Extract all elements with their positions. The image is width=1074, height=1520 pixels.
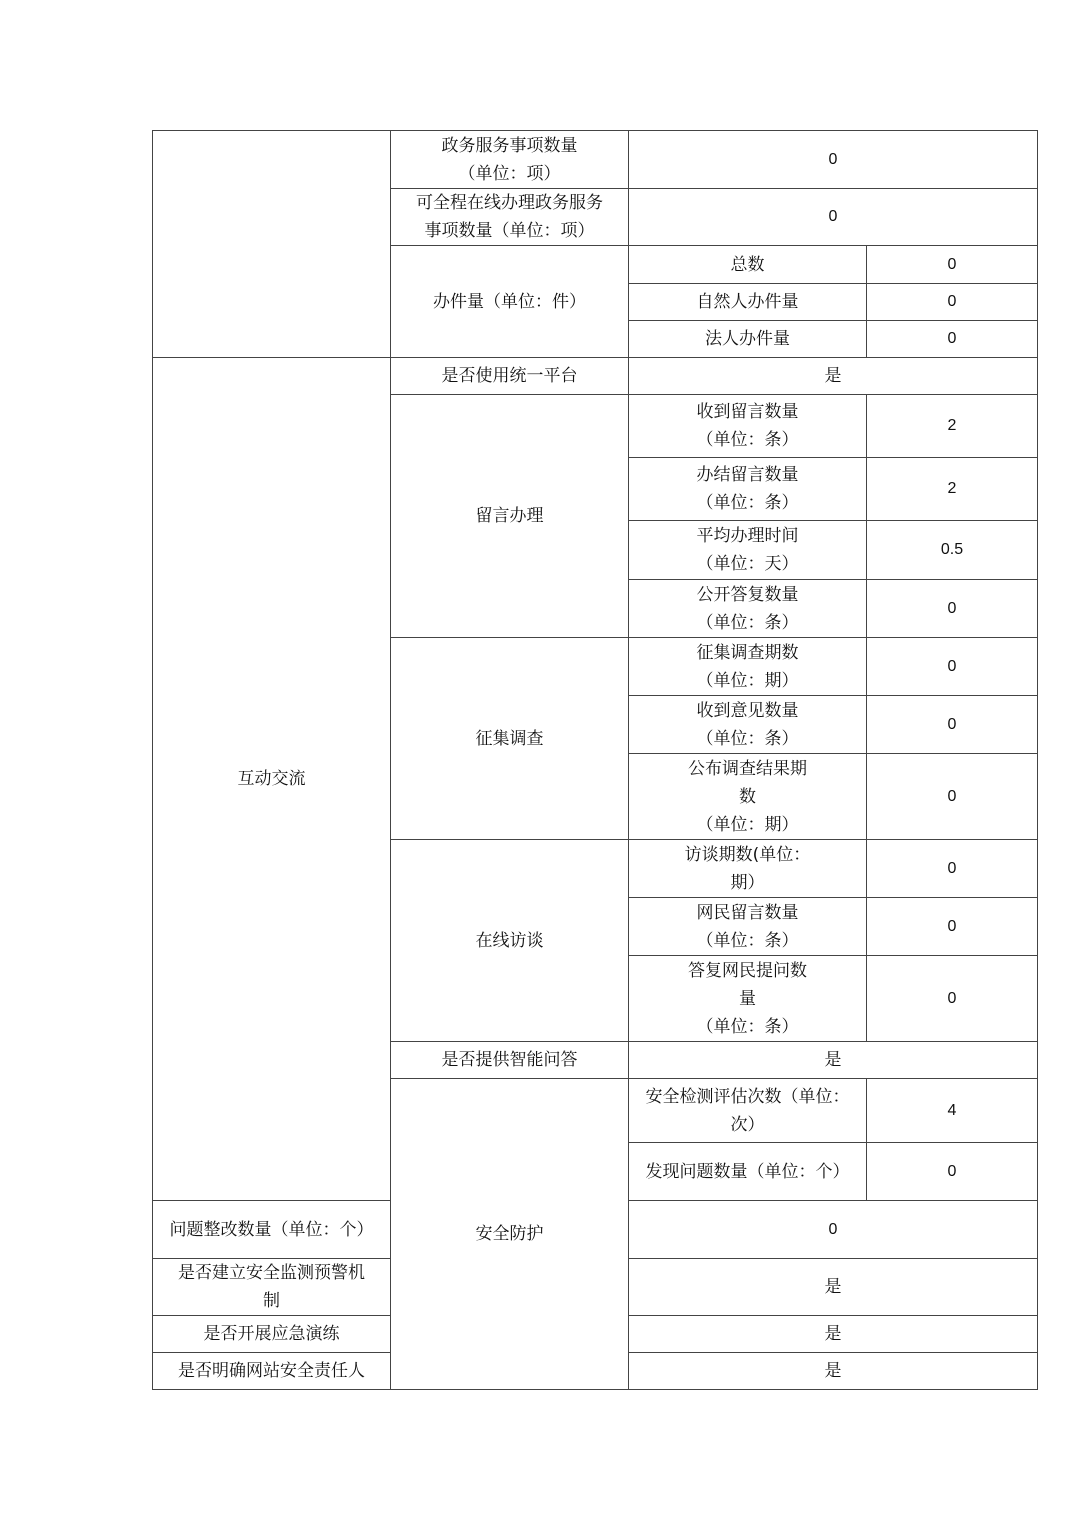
security-checks-label: 安全检测评估次数（单位： 次）	[629, 1079, 867, 1143]
survey-periods-value: 0	[867, 638, 1038, 696]
warning-mechanism-label: 是否建立安全监测预警机 制	[153, 1259, 391, 1316]
legal-person-value: 0	[867, 321, 1038, 358]
section-security: 安全防护	[391, 1079, 629, 1390]
netizen-messages-value: 0	[867, 898, 1038, 956]
received-messages-value: 2	[867, 395, 1038, 458]
interview-periods-label: 访谈期数(单位： 期）	[629, 840, 867, 898]
interview-periods-value: 0	[867, 840, 1038, 898]
security-owner-label: 是否明确网站安全责任人	[153, 1353, 391, 1390]
fixed-issues-label: 问题整改数量（单位：个）	[153, 1201, 391, 1259]
smart-qa-label: 是否提供智能问答	[391, 1042, 629, 1079]
answers-value: 0	[867, 956, 1038, 1042]
online-items-label: 可全程在线办理政务服务 事项数量（单位：项）	[391, 189, 629, 246]
service-items-label: 政务服务事项数量 （单位：项）	[391, 131, 629, 189]
survey-group-label: 征集调查	[391, 638, 629, 840]
cases-label: 办件量（单位：件）	[391, 246, 629, 358]
emergency-drill-label: 是否开展应急演练	[153, 1316, 391, 1353]
platform-value: 是	[629, 358, 1038, 395]
legal-person-label: 法人办件量	[629, 321, 867, 358]
handled-messages-label: 办结留言数量 （单位：条）	[629, 458, 867, 521]
found-issues-value: 0	[867, 1143, 1038, 1201]
section-interaction: 互动交流	[153, 358, 391, 1201]
answers-label: 答复网民提问数 量 （单位：条）	[629, 956, 867, 1042]
survey-periods-label: 征集调查期数 （单位：期）	[629, 638, 867, 696]
survey-results-label: 公布调查结果期 数 （单位：期）	[629, 754, 867, 840]
cases-total-value: 0	[867, 246, 1038, 284]
emergency-drill-value: 是	[629, 1316, 1038, 1353]
opinions-value: 0	[867, 696, 1038, 754]
online-items-value: 0	[629, 189, 1038, 246]
avg-time-value: 0.5	[867, 521, 1038, 580]
found-issues-label: 发现问题数量（单位：个）	[629, 1143, 867, 1201]
fixed-issues-value: 0	[629, 1201, 1038, 1259]
natural-person-value: 0	[867, 284, 1038, 321]
table-row	[153, 358, 1038, 395]
survey-results-value: 0	[867, 754, 1038, 840]
section-cell-empty	[153, 131, 391, 358]
security-checks-value: 4	[867, 1079, 1038, 1143]
opinions-label: 收到意见数量 （单位：条）	[629, 696, 867, 754]
table-row	[153, 131, 1038, 189]
smart-qa-value: 是	[629, 1042, 1038, 1079]
warning-mechanism-value: 是	[629, 1259, 1038, 1316]
interview-group-label: 在线访谈	[391, 840, 629, 1042]
handled-messages-value: 2	[867, 458, 1038, 521]
security-owner-value: 是	[629, 1353, 1038, 1390]
public-replies-label: 公开答复数量 （单位：条）	[629, 580, 867, 638]
public-replies-value: 0	[867, 580, 1038, 638]
avg-time-label: 平均办理时间 （单位：天）	[629, 521, 867, 580]
natural-person-label: 自然人办件量	[629, 284, 867, 321]
received-messages-label: 收到留言数量 （单位：条）	[629, 395, 867, 458]
service-items-value: 0	[629, 131, 1038, 189]
netizen-messages-label: 网民留言数量 （单位：条）	[629, 898, 867, 956]
platform-label: 是否使用统一平台	[391, 358, 629, 395]
messages-group-label: 留言办理	[391, 395, 629, 638]
cases-total-label: 总数	[629, 246, 867, 284]
website-statistics-table	[152, 130, 1038, 1390]
